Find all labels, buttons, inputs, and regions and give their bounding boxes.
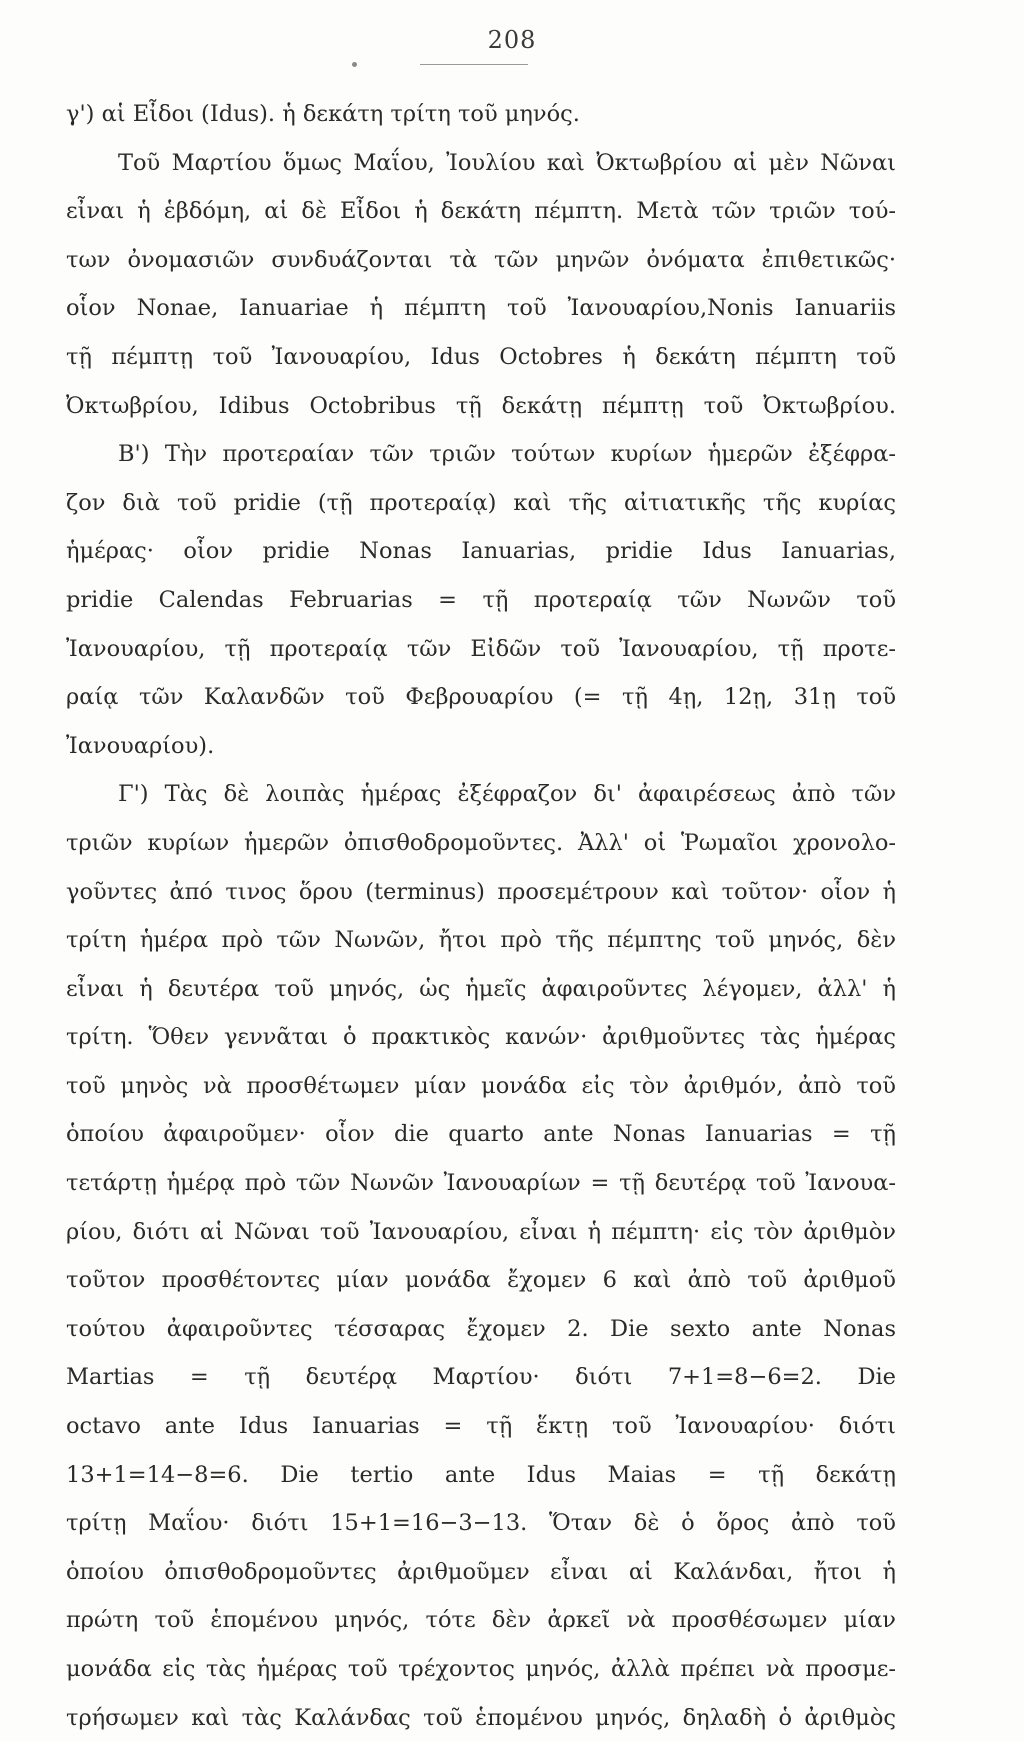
text-line: γ') αἱ Εἶδοι (Idus). ἡ δεκάτη τρίτη τοῦ μηνός. (66, 101, 580, 127)
header-rule (420, 64, 528, 65)
text-line: Ὀκτωβρίου, Idibus Octobribus τῇ δεκάτῃ πέμπτῃ τοῦ Ὀκτωβρίου. (66, 392, 896, 419)
text-line: Martias = τῇ δευτέρᾳ Μαρτίου· διότι 7+1=8−6=2. Die (66, 1364, 896, 1391)
text-line: των ὀνομασιῶν συνδυάζονται τὰ τῶν μηνῶν ὀνόματα ἐπιθετικῶς· (66, 246, 896, 273)
text-line: Ἰανουαρίου). (66, 732, 215, 759)
text-line: τοῦ μηνὸς νὰ προσθέτωμεν μίαν μονάδα εἰς τὸν ἀριθμόν, ἀπὸ τοῦ (66, 1072, 896, 1099)
text-line: octavo ante Idus Ianuarias = τῇ ἕκτῃ τοῦ Ἰανουαρίου· διότι (66, 1413, 896, 1440)
ink-speck (352, 62, 357, 67)
text-line: Τοῦ Μαρτίου ὅμως Μαΐου, Ἰουλίου καὶ Ὀκτωβρίου αἱ μὲν Νῶναι (118, 149, 896, 176)
text-line: τρήσωμεν καὶ τὰς Καλάνδας τοῦ ἑπομένου μηνός, δηλαδὴ ὁ ἀριθμὸς (66, 1704, 896, 1731)
text-line: ὁποίου ὀπισθοδρομοῦντες ἀριθμοῦμεν εἶναι αἱ Καλάνδαι, ἤτοι ἡ (66, 1558, 896, 1585)
text-line: pridie Calendas Februarias = τῇ προτεραίᾳ τῶν Νωνῶν τοῦ (66, 586, 896, 613)
text-line: πρώτη τοῦ ἑπομένου μηνός, τότε δὲν ἀρκεῖ νὰ προσθέσωμεν μίαν (66, 1607, 896, 1634)
text-line: οἷον Nonae, Ianuariae ἡ πέμπτη τοῦ Ἰανουαρίου,Nonis Ianuariis (66, 295, 896, 322)
text-line: τρίτῃ Μαΐου· διότι 15+1=16−3−13. Ὅταν δὲ ὁ ὅρος ἀπὸ τοῦ (66, 1510, 896, 1537)
text-line: εἶναι ἡ ἑβδόμη, αἱ δὲ Εἶδοι ἡ δεκάτη πέμπτη. Μετὰ τῶν τριῶν τού- (66, 198, 896, 225)
text-line: γοῦντες ἀπό τινος ὅρου (terminus) προσεμέτρουν καὶ τοῦτον· οἷον ἡ (66, 878, 896, 905)
text-line: Β') Τὴν προτεραίαν τῶν τριῶν τούτων κυρίων ἡμερῶν ἐξέφρα- (118, 441, 896, 468)
text-line: Γ') Τὰς δὲ λοιπὰς ἡμέρας ἐξέφραζον δι' ἀφαιρέσεως ἀπὸ τῶν (118, 781, 896, 808)
page-number: 208 (487, 26, 537, 54)
text-line: ραίᾳ τῶν Καλανδῶν τοῦ Φεβρουαρίου (= τῇ 4ῃ, 12ῃ, 31ῃ τοῦ (66, 684, 896, 711)
text-line: τριῶν κυρίων ἡμερῶν ὀπισθοδρομοῦντες. Ἀλλ' οἱ Ῥωμαῖοι χρονολο- (66, 829, 896, 856)
text-line: τετάρτῃ ἡμέρᾳ πρὸ τῶν Νωνῶν Ἰανουαρίων = τῇ δευτέρᾳ τοῦ Ἰανουα- (66, 1170, 896, 1197)
text-line: τῇ πέμπτῃ τοῦ Ἰανουαρίου, Idus Octobres ἡ δεκάτη πέμπτη τοῦ (66, 343, 896, 370)
text-line: εἶναι ἡ δευτέρα τοῦ μηνός, ὡς ἡμεῖς ἀφαιροῦντες λέγομεν, ἀλλ' ἡ (66, 975, 896, 1002)
text-line: ζον διὰ τοῦ pridie (τῇ προτεραίᾳ) καὶ τῆς αἰτιατικῆς τῆς κυρίας (66, 489, 896, 516)
text-line: Ἰανουαρίου, τῇ προτεραίᾳ τῶν Εἰδῶν τοῦ Ἰανουαρίου, τῇ προτε- (66, 635, 896, 662)
text-line: 13+1=14−8=6. Die tertio ante Idus Maias = τῇ δεκάτῃ (66, 1461, 896, 1488)
text-line: τρίτη. Ὅθεν γεννᾶται ὁ πρακτικὸς κανών· ἀριθμοῦντες τὰς ἡμέρας (66, 1024, 896, 1051)
text-line: τούτου ἀφαιροῦντες τέσσαρας ἔχομεν 2. Die sexto ante Nonas (66, 1315, 896, 1342)
text-line: τρίτη ἡμέρα πρὸ τῶν Νωνῶν, ἤτοι πρὸ τῆς πέμπτης τοῦ μηνός, δὲν (66, 927, 896, 954)
page-body-text (66, 90, 896, 1742)
text-line: ρίου, διότι αἱ Νῶναι τοῦ Ἰανουαρίου, εἶναι ἡ πέμπτη· εἰς τὸν ἀριθμὸν (66, 1218, 896, 1245)
text-line: τοῦτον προσθέτοντες μίαν μονάδα ἔχομεν 6 καὶ ἀπὸ τοῦ ἀριθμοῦ (66, 1267, 896, 1294)
text-line: ἡμέρας· οἷον pridie Nonas Ianuarias, pridie Idus Ianuarias, (66, 538, 896, 565)
text-line: ὁποίου ἀφαιροῦμεν· οἷον die quarto ante Nonas Ianuarias = τῇ (66, 1121, 896, 1148)
text-line: μονάδα εἰς τὰς ἡμέρας τοῦ τρέχοντος μηνός, ἀλλὰ πρέπει νὰ προσμε- (66, 1656, 896, 1682)
